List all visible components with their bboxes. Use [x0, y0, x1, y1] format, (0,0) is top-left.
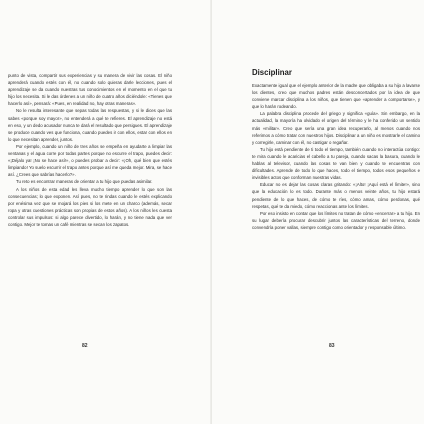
body-paragraph: Exactamente igual que el ejemplo anterior de la madre que obligaba a su hijo a lavarse los dientes, creo que muchos padres están desconcertados por la idea de que conviene marcar disciplina a los niños, que tienen que «aprender a comportarse», y que lo harán rodeando. — [252, 83, 420, 110]
section-heading: Disciplinar — [252, 68, 292, 77]
body-paragraph: Por ejemplo, cuando un niño de tres años se empeña en ayudarte a limpiar las ventanas y el agua corre por todas partes porque no escurre el trapo, puedes decir: «¡Déjalo ya! ¡No se hace así!», o puedes probar a decir: «¡Oh, qué bien que estés limpiando! Yo suelo escurrir el trapo antes porque así me queda mejor. Mira, se hace así. ¿Crees que sabrías hacerlo?». — [8, 143, 172, 178]
page-number-left: 82 — [82, 343, 88, 349]
body-paragraph: Tu hijo está pendiente de ti todo el tiempo, también cuando no interactúa contigo: te mira cuando le acaricias el cabello a tu pareja, cuando sacas la basura, cuando le hablas al televisor, cuando las cosas te van bien y cuando te encuentras con dificultades. Aprende de todo lo que haces, todo el tiempo, todos esos pequeños e invisibles actos que conforman nuestras vidas. — [252, 146, 420, 181]
right-page — [212, 0, 424, 424]
body-paragraph: A los niños de esta edad les lleva mucho tiempo aprender lo que son las consecuencias; lo que exponen. Así pues, no te rindas cuando le estés explicando por enésima vez que se mojará los pies si los mete en un charco (además, secar ropa y otras cuestiones prácticas son propias de estos años). A los niños les cuesta controlar sus impulsos: si algo parece divertido, lo harán, y no tiene nada que ver contigo. Mejor te tomas un café mientras se secan los zapatos. — [8, 186, 172, 227]
body-paragraph: Tu reto es encontrar maneras de orientar a tu hijo que puedas asimilar. — [16, 179, 153, 185]
body-paragraph: Educar no es dejar las cosas claras gritando: «¡Alto! ¡Aquí está el límite!», sino que la educación lo es todo. Durante más o menos veinte años, tu hijo estará pendiente de lo que haces, de cómo te ríes, cómo amas, cómo perdonas, qué respetas, qué te da miedo, cómo reaccionas ante los límites. — [252, 182, 420, 209]
body-paragraph: La palabra disciplina procede del griego y significa «guía». Sin embargo, en la actualidad, la mayoría ha olvidado el origen del término y le ha conferido un sentido más «militar». Creo que sería una gran idea recuperarlo, al menos cuando nos referimos a cómo tratar con nuestros hijos. Disciplinar a un niño es mostrarle el camino y corregirle, caminar con él, no castigar o regañar. — [252, 111, 420, 145]
page-number-right: 83 — [329, 343, 335, 349]
body-paragraph: Por eso insisto en contar que los límites no tratan de cómo «encerrar» a tu hijo. En su lugar debería procurar descubrir juntos las características del terreno, donde convendría poner vallas, siempre contigo como orientador y responsable último. — [252, 210, 420, 230]
body-paragraph: punto de vista, compartir sus experiencias y su manera de vivir las cosas. El niño aprenderá cuando estés con él, no cuando solo quieras darle lecciones, pues el aprendizaje se da cuando nuestras tus conocimientos en el momento en el que tu hijo los necesita. Si le das órdenes a un niño de cuatro años diciéndole: «Tienes que hacerlo así», pensará: «Pues, en realidad no, hay otras maneras». — [8, 73, 172, 107]
left-body-text — [8, 72, 172, 228]
body-paragraph: No le resulta interesante que sepas todas las respuestas, y si le dices que las sabes «porque soy mayor», no entenderá a qué te refieres. El aprendizaje no está en eso, y un dedo acusador nunca te dará el resultado que persigues. El aprendizaje se produce cuando ves que funciona, cuando puedes ir con ellos, estar con ellos en lo que necesitan aprender, juntos. — [8, 108, 172, 142]
right-body-text — [252, 82, 420, 231]
